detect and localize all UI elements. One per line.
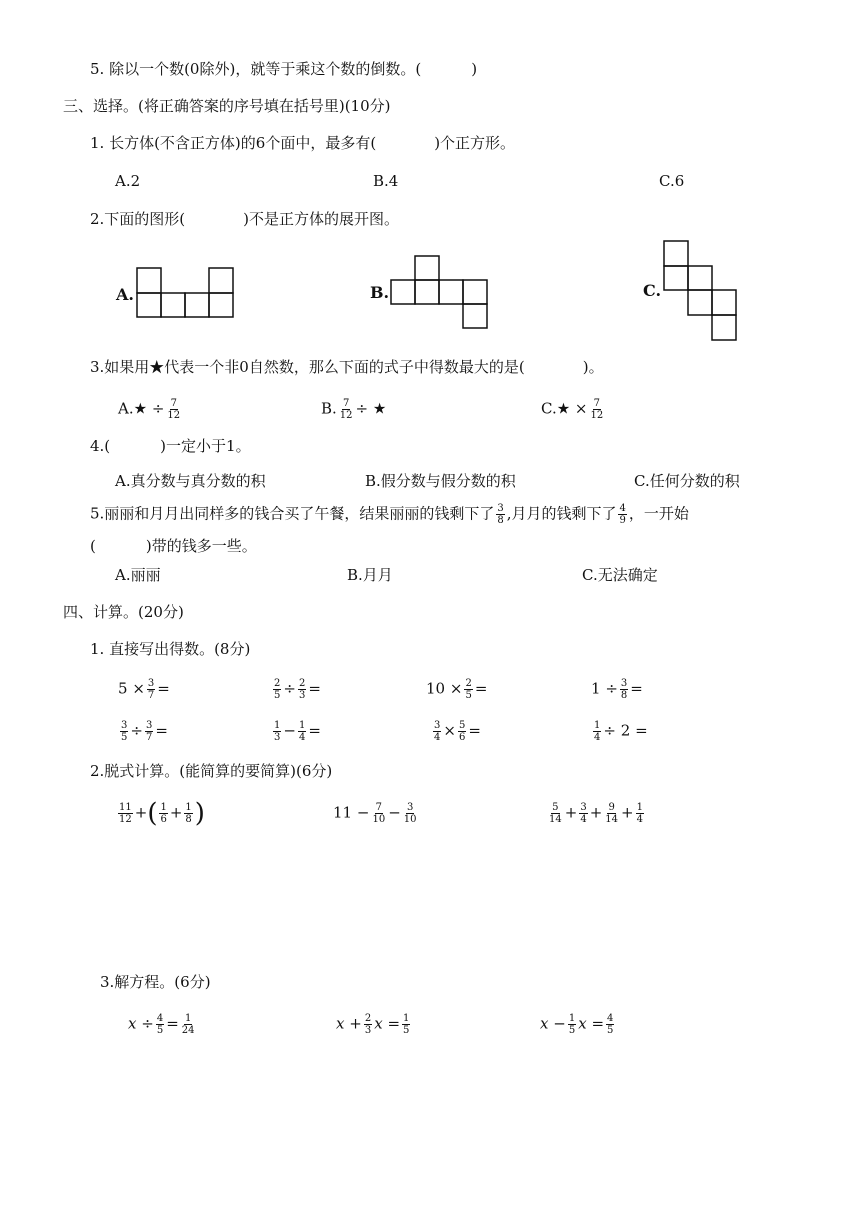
calc-2-item-2[interactable]: 11 − $\frac{7}{10}$ − $\frac{3}{10}$ — [333, 802, 417, 825]
choice-1-stem: 1. 长方体(不含正方体)的6个面中，最多有( )个正方形。 — [90, 134, 516, 152]
cube-net-a — [136, 267, 236, 319]
calc-1-item-1[interactable]: 5 × $\frac{3}{7}$ = — [118, 678, 170, 701]
net-a-label[interactable]: A. — [116, 285, 134, 304]
choice-5-stem-line2: ( )带的钱多一些。 — [90, 537, 257, 555]
choice-1-option-b[interactable]: B.4 — [373, 172, 399, 190]
section-3-title: 三、选择。(将正确答案的序号填在括号里)(10分) — [63, 97, 391, 115]
choice-5-stem: 5.丽丽和月月出同样多的钱合买了午餐，结果丽丽的钱剩下了 $\frac{3}{8}$ ,月月的钱剩下了 $\frac{4}{9}$ ，一开始 — [90, 503, 689, 526]
calc-2-item-1[interactable]: $\frac{11}{12}$ +( $\frac{1}{6}$ + $\frac{1}{8}$ ) — [119, 798, 205, 829]
choice-1-option-c[interactable]: C.6 — [659, 172, 685, 190]
calc-1-item-6[interactable]: $\frac{1}{3}$ − $\frac{1}{4}$ = — [274, 720, 321, 743]
choice-3-option-a[interactable]: A.★ ÷ $\frac{7}{12}$ — [118, 398, 181, 421]
choice-1-option-a[interactable]: A.2 — [115, 172, 141, 190]
calc-1-item-8[interactable]: $\frac{1}{4}$ ÷ 2 = — [594, 720, 648, 743]
net-b-label[interactable]: B. — [370, 283, 390, 302]
calc-2-title: 2.脱式计算。(能简算的要简算)(6分) — [90, 762, 333, 780]
choice-5-option-c[interactable]: C.无法确定 — [582, 566, 658, 584]
choice-4-option-a[interactable]: A.真分数与真分数的积 — [115, 472, 266, 490]
calc-2-item-3[interactable]: $\frac{5}{14}$ + $\frac{3}{4}$ + $\frac{9}{14}$ + $\frac{1}{4}$ — [549, 802, 643, 825]
calc-3-title: 3.解方程。(6分) — [100, 973, 211, 991]
choice-5-option-a[interactable]: A.丽丽 — [115, 566, 161, 584]
net-c-label[interactable]: C. — [643, 281, 662, 300]
equation-3[interactable]: x − $\frac{1}{5}$ x = $\frac{4}{5}$ — [540, 1013, 614, 1036]
equation-2[interactable]: x + $\frac{2}{3}$ x = $\frac{1}{5}$ — [336, 1013, 410, 1036]
choice-4-stem: 4.( )一定小于1。 — [90, 437, 251, 455]
choice-3-stem: 3.如果用★代表一个非0自然数，那么下面的式子中得数最大的是( )。 — [90, 358, 604, 376]
judge-item-5: 5. 除以一个数(0除外)，就等于乘这个数的倒数。( ) — [90, 60, 478, 78]
calc-1-item-4[interactable]: 1 ÷ $\frac{3}{8}$ = — [591, 678, 643, 701]
choice-3-option-c[interactable]: C.★ × $\frac{7}{12}$ — [541, 398, 604, 421]
calc-1-item-2[interactable]: $\frac{2}{5}$ ÷ $\frac{2}{3}$ = — [274, 678, 321, 701]
calc-1-item-3[interactable]: 10 × $\frac{2}{5}$ = — [426, 678, 488, 701]
calc-1-title: 1. 直接写出得数。(8分) — [90, 640, 251, 658]
choice-4-option-b[interactable]: B.假分数与假分数的积 — [365, 472, 516, 490]
choice-4-option-c[interactable]: C.任何分数的积 — [634, 472, 740, 490]
cube-net-c — [663, 240, 741, 344]
calc-1-item-5[interactable]: $\frac{3}{5}$ ÷ $\frac{3}{7}$ = — [121, 720, 168, 743]
choice-3-option-b[interactable]: B. $\frac{7}{12}$ ÷ ★ — [321, 398, 387, 421]
cube-net-b — [389, 255, 491, 331]
choice-5-option-b[interactable]: B.月月 — [347, 566, 393, 584]
equation-1[interactable]: x ÷ $\frac{4}{5}$ = $\frac{1}{24}$ — [128, 1013, 195, 1036]
section-4-title: 四、计算。(20分) — [63, 603, 184, 621]
choice-2-stem: 2.下面的图形( )不是正方体的展开图。 — [90, 210, 400, 228]
calc-1-item-7[interactable]: $\frac{3}{4}$ × $\frac{5}{6}$ = — [434, 720, 481, 743]
